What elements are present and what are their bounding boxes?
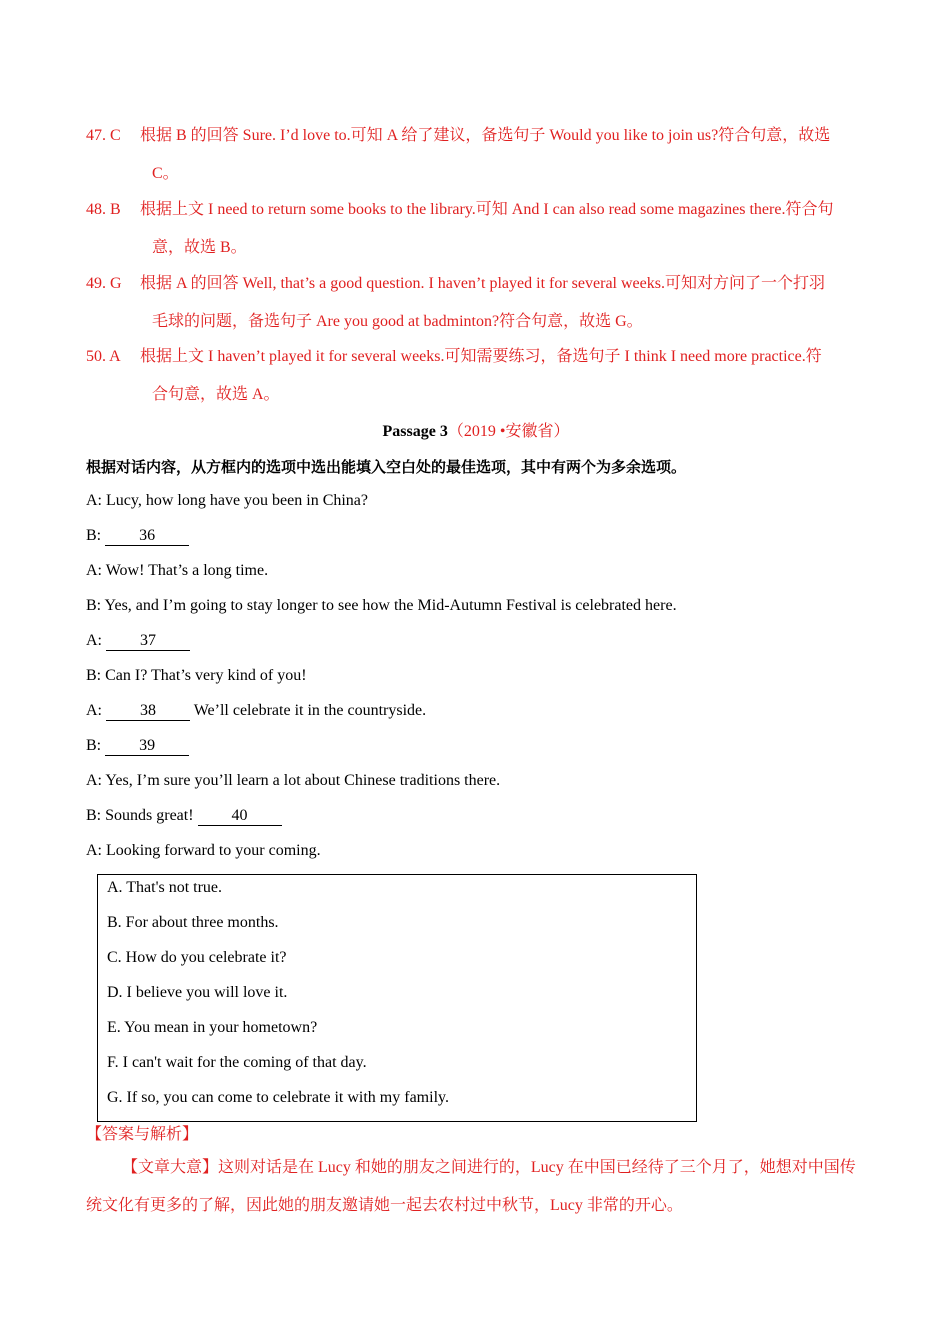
answer-number: 47. C bbox=[86, 127, 121, 144]
option-g: G. If so, you can come to celebrate it with my family. bbox=[107, 1089, 449, 1106]
summary-label: 【文章大意】 bbox=[122, 1159, 219, 1176]
passage-source: （2019 •安徽省） bbox=[447, 423, 570, 440]
dialogue-text: B: Yes, and I’m going to stay longer to see how the Mid-Autumn Festival is celebrated here. bbox=[86, 597, 677, 614]
blank-40[interactable]: 40 bbox=[198, 807, 282, 826]
dialogue-line bbox=[86, 664, 307, 688]
blank-36[interactable]: 36 bbox=[105, 527, 189, 546]
dialogue-line bbox=[86, 839, 321, 863]
instruction: 根据对话内容，从方框内的选项中选出能填入空白处的最佳选项，其中有两个为多余选项。 bbox=[86, 458, 687, 476]
answer-number: 50. A bbox=[86, 348, 121, 365]
blank-37[interactable]: 37 bbox=[106, 632, 190, 651]
answer-text: 根据上文 I haven’t played it for several weeks.可知需要练习，备选句子 I think I need more practice.符 bbox=[140, 348, 822, 365]
answer-50 bbox=[86, 338, 866, 414]
option-f: F. I can't wait for the coming of that day. bbox=[107, 1054, 367, 1071]
article-summary bbox=[86, 1149, 866, 1225]
option-a: A. That's not true. bbox=[107, 879, 223, 896]
answer-continuation: C。 bbox=[152, 165, 179, 182]
answer-number: 49. G bbox=[86, 275, 122, 292]
dialogue-speaker: B: bbox=[86, 527, 106, 544]
passage-title bbox=[86, 420, 866, 444]
dialogue-line bbox=[86, 594, 677, 618]
dialogue-text: A: Looking forward to your coming. bbox=[86, 842, 321, 859]
dialogue-line bbox=[86, 769, 500, 793]
dialogue-text: B: Sounds great! bbox=[86, 807, 198, 824]
dialogue-line bbox=[86, 804, 282, 828]
passage-name: Passage 3 bbox=[382, 423, 448, 440]
dialogue-line bbox=[86, 699, 426, 723]
answer-continuation: 意，故选 B。 bbox=[152, 239, 247, 256]
option-b: B. For about three months. bbox=[107, 914, 279, 931]
answer-48 bbox=[86, 191, 866, 267]
options-box bbox=[97, 874, 697, 1122]
answer-continuation: 合句意，故选 A。 bbox=[152, 386, 280, 403]
option-d: D. I believe you will love it. bbox=[107, 984, 288, 1001]
dialogue-line bbox=[86, 489, 368, 513]
answer-text: 根据上文 I need to return some books to the library.可知 And I can also read some magazines there.符合句 bbox=[140, 201, 834, 218]
answer-49 bbox=[86, 265, 866, 341]
dialogue-line bbox=[86, 629, 190, 653]
dialogue-text: A: Yes, I’m sure you’ll learn a lot about Chinese traditions there. bbox=[86, 772, 501, 789]
blank-38[interactable]: 38 bbox=[106, 702, 190, 721]
answer-text: 根据 B 的回答 Sure. I’d love to.可知 A 给了建议，备选句子 Would you like to join us?符合句意，故选 bbox=[140, 127, 831, 144]
dialogue-speaker: A: bbox=[86, 702, 106, 719]
dialogue-speaker: B: bbox=[86, 737, 106, 754]
analysis-header: 【答案与解析】 bbox=[86, 1126, 199, 1143]
answer-text: 根据 A 的回答 Well, that’s a good question. I haven’t played it for several weeks.可知对方问了一个打羽 bbox=[140, 275, 825, 292]
answer-continuation: 毛球的问题，备选句子 Are you good at badminton?符合句意，故选 G。 bbox=[152, 313, 643, 330]
option-c: C. How do you celebrate it? bbox=[107, 949, 287, 966]
blank-39[interactable]: 39 bbox=[105, 737, 189, 756]
dialogue-line bbox=[86, 524, 189, 548]
option-e: E. You mean in your hometown? bbox=[107, 1019, 318, 1036]
answer-47 bbox=[86, 117, 866, 193]
dialogue-speaker: A: bbox=[86, 632, 106, 649]
dialogue-line bbox=[86, 734, 189, 758]
dialogue-text: B: Can I? That’s very kind of you! bbox=[86, 667, 307, 684]
dialogue-text: A: Lucy, how long have you been in China? bbox=[86, 492, 369, 509]
dialogue-text: We’ll celebrate it in the countryside. bbox=[190, 702, 427, 719]
summary-text: 这则对话是在 Lucy 和她的朋友之间进行的，Lucy 在中国已经待了三个月了，她想对中国传统文化有更多的了解，因此她的朋友邀请她一起去农村过中秋节，Lucy 非常的开心。 bbox=[86, 1159, 856, 1214]
dialogue-line bbox=[86, 559, 268, 583]
answer-number: 48. B bbox=[86, 201, 121, 218]
dialogue-text: A: Wow! That’s a long time. bbox=[86, 562, 269, 579]
